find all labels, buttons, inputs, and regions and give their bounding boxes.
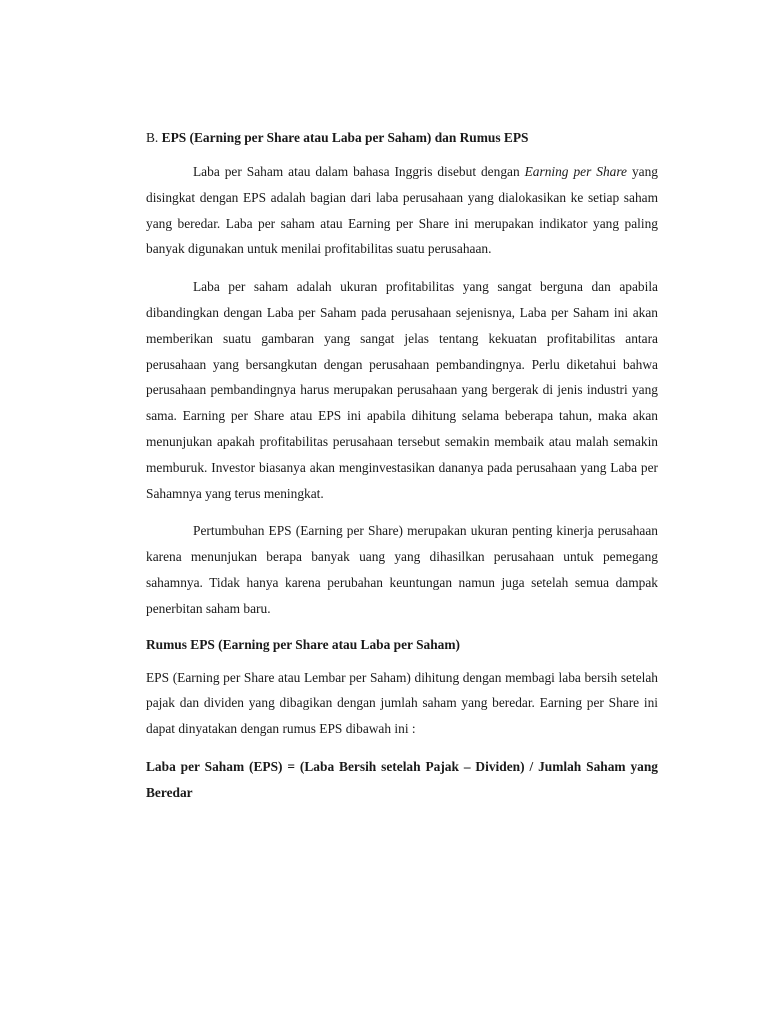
paragraph-eps-definition	[146, 159, 658, 262]
section-heading	[146, 128, 658, 148]
document-page	[146, 128, 658, 806]
rumus-heading: Rumus EPS (Earning per Share atau Laba per Saham)	[146, 636, 460, 652]
section-title: EPS (Earning per Share atau Laba per Saham) dan Rumus EPS	[161, 130, 529, 145]
paragraph-eps-growth: Pertumbuhan EPS (Earning per Share) merupakan ukuran penting kinerja perusahaan karena menunjukan berapa banyak uang yang dihasilkan perusahaan untuk pemegang sahamnya. Tidak hanya karena perubahan keuntungan namun juga setelah semua dampak penerbitan saham baru.	[146, 523, 658, 616]
eps-formula: Laba per Saham (EPS) = (Laba Bersih setelah Pajak – Dividen) / Jumlah Saham yang Beredar	[146, 758, 658, 800]
p1-text-after: yang disingkat dengan EPS adalah bagian dari laba perusahaan yang dialokasikan ke setiap saham yang beredar. Laba per saham atau Earning per Share ini merupakan indikator yang paling banyak digunakan untuk menilai profitabilitas suatu perusahaan.	[146, 164, 658, 257]
section-prefix: B.	[146, 130, 159, 145]
p1-italic-term: Earning per Share	[524, 164, 627, 179]
paragraph-eps-profitability: Laba per saham adalah ukuran profitabilitas yang sangat berguna dan apabila dibandingkan dengan Laba per Saham pada perusahaan sejenisnya, Laba per Saham ini akan memberikan suatu gambaran yang sangat jelas tentang kekuatan profitabilitas antara perusahaan yang bersangkutan dengan perusahaan pembandingnya. Perlu diketahui bahwa perusahaan pembandingnya harus merupakan perusahaan yang bergerak di jenis industri yang sama. Earning per Share atau EPS ini apabila dihitung selama beberapa tahun, maka akan menunjukan apakah profitabilitas perusahaan tersebut semakin membaik atau malah semakin memburuk. Investor biasanya akan menginvestasikan dananya pada perusahaan yang Laba per Sahamnya yang terus meningkat.	[146, 279, 658, 501]
p1-text-before: Laba per Saham atau dalam bahasa Inggris disebut dengan	[193, 164, 525, 179]
rumus-description: EPS (Earning per Share atau Lembar per Saham) dihitung dengan membagi laba bersih setelah pajak dan dividen yang dibagikan dengan jumlah saham yang beredar. Earning per Share ini dapat dinyatakan dengan rumus EPS dibawah ini :	[146, 669, 658, 737]
